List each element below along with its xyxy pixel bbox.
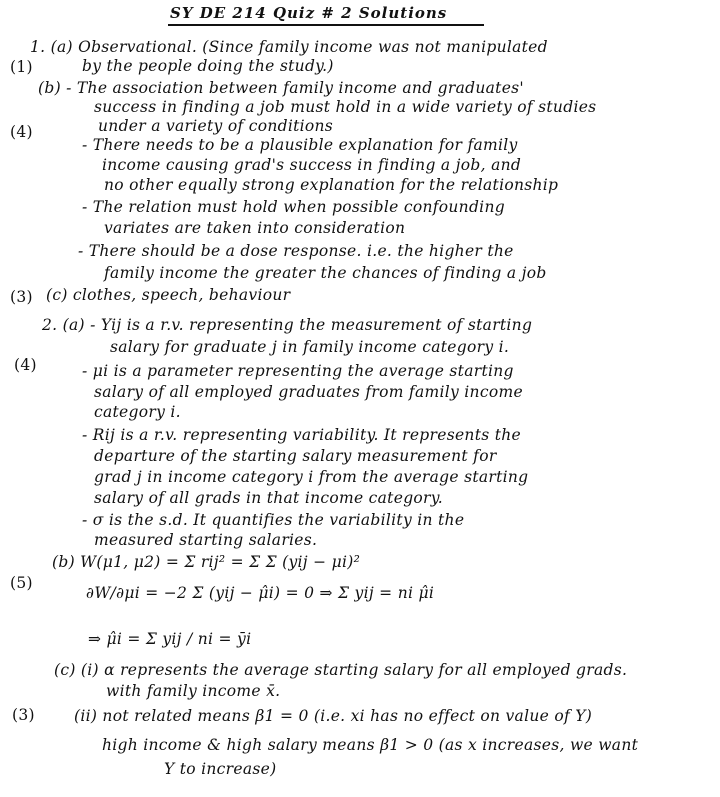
title-underline xyxy=(168,24,484,26)
answer-line: high income & high salary means β1 > 0 (as x increases, we want xyxy=(102,736,639,754)
answer-line: - There needs to be a plausible explanation for family xyxy=(82,136,518,154)
answer-line: measured starting salaries. xyxy=(94,531,318,549)
answer-line: Y to increase) xyxy=(164,760,277,778)
answer-line: family income the greater the chances of finding a job xyxy=(104,264,547,282)
answer-line: under a variety of conditions xyxy=(98,117,334,135)
equation-line: ∂W/∂μi = −2 Σ (yij − μ̂i) = 0 ⇒ Σ yij = ni μ̂i xyxy=(86,584,435,602)
answer-line: (b) - The association between family income and graduates' xyxy=(38,79,524,97)
answer-line: no other equally strong explanation for the relationship xyxy=(104,176,559,194)
answer-line: - μi is a parameter representing the average starting xyxy=(82,362,514,380)
answer-line: grad j in income category i from the average starting xyxy=(94,468,529,486)
answer-line: 1. (a) Observational. (Since family income was not manipulated xyxy=(30,38,548,56)
answer-line: - Rij is a r.v. representing variability. It represents the xyxy=(82,426,521,444)
mark-1c: (3) xyxy=(10,288,33,306)
equation-line: ⇒ μ̂i = Σ yij / ni = ȳi xyxy=(88,630,252,648)
answer-line: (c) (i) α represents the average starting salary for all employed grads. xyxy=(54,661,628,679)
answer-line: (ii) not related means β1 = 0 (i.e. xi has no effect on value of Y) xyxy=(74,707,593,725)
mark-2c: (3) xyxy=(12,706,35,724)
answer-line: 2. (a) - Yij is a r.v. representing the measurement of starting xyxy=(42,316,533,334)
answer-line: variates are taken into consideration xyxy=(104,219,406,237)
mark-2b: (5) xyxy=(10,574,33,592)
answer-line: - There should be a dose response. i.e. the higher the xyxy=(78,242,514,260)
answer-line: departure of the starting salary measurement for xyxy=(94,447,497,465)
answer-line: (c) clothes, speech, behaviour xyxy=(46,286,291,304)
answer-line: salary of all grads in that income category. xyxy=(94,489,443,507)
mark-2a: (4) xyxy=(14,356,37,374)
answer-line: - The relation must hold when possible confounding xyxy=(82,198,505,216)
answer-line: success in finding a job must hold in a wide variety of studies xyxy=(94,98,597,116)
answer-line: salary for graduate j in family income category i. xyxy=(110,338,510,356)
answer-line: with family income x̄. xyxy=(106,682,281,700)
mark-1b: (4) xyxy=(10,123,33,141)
page-title: SY DE 214 Quiz # 2 Solutions xyxy=(170,4,448,22)
answer-line: income causing grad's success in finding a job, and xyxy=(102,156,522,174)
mark-1a: (1) xyxy=(10,58,33,76)
answer-line: by the people doing the study.) xyxy=(82,57,334,75)
equation-line: (b) W(μ1, μ2) = Σ rij² = Σ Σ (yij − μi)² xyxy=(52,553,361,571)
answer-line: category i. xyxy=(94,403,181,421)
answer-line: - σ is the s.d. It quantifies the variability in the xyxy=(82,511,465,529)
answer-line: salary of all employed graduates from family income xyxy=(94,383,523,401)
